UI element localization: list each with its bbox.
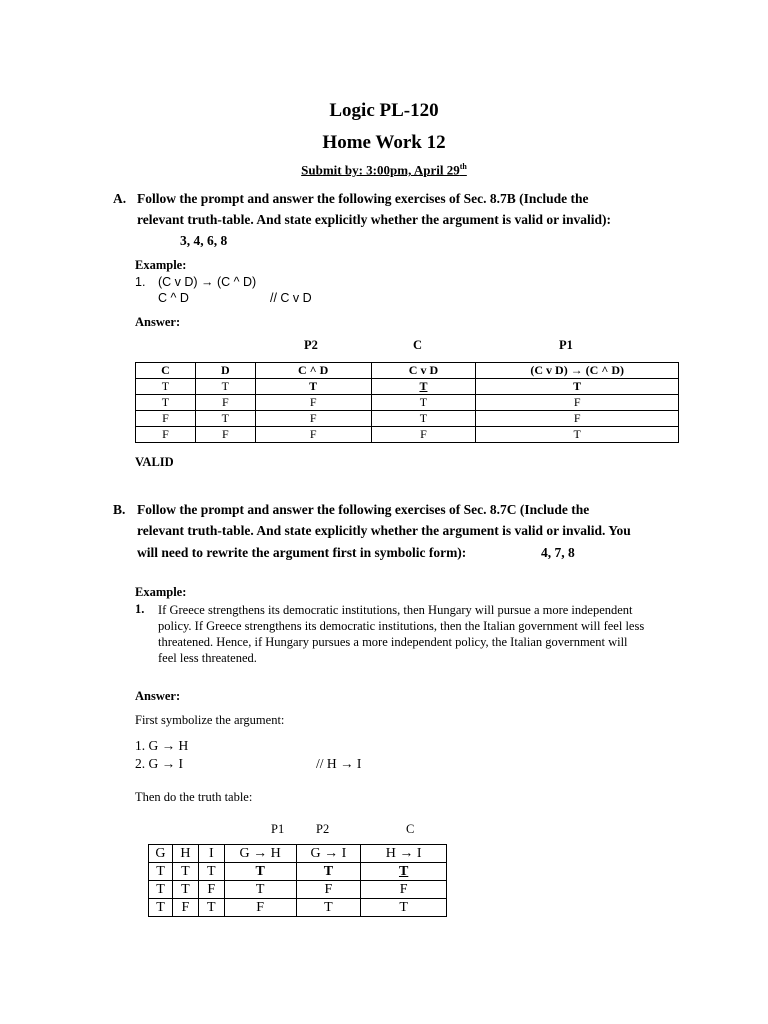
- table-cell: T: [172, 863, 198, 881]
- table-cell: T: [361, 863, 447, 881]
- table-cell: F: [136, 411, 196, 427]
- table-cell: F: [172, 899, 198, 917]
- table-cell: F: [198, 881, 224, 899]
- table-cell: T: [149, 881, 173, 899]
- table-header-cell: H → I: [361, 845, 447, 863]
- submit-deadline: [0, 162, 768, 178]
- table-header-cell: G → I: [296, 845, 361, 863]
- table-cell: T: [149, 863, 173, 881]
- table-cell: F: [224, 899, 296, 917]
- section-a-col-label-p2: P2: [304, 338, 318, 352]
- section-b-conclusion: // H → I: [316, 756, 362, 771]
- section-a-col-label-p1: P1: [559, 338, 573, 352]
- example-text-line: If Greece strengthens its democratic institutions, then Hungary will pursue a more independent: [158, 603, 633, 617]
- section-b-prompt-line3: will need to rewrite the argument first in symbolic form):: [137, 545, 467, 560]
- table-row: [149, 881, 447, 899]
- table-cell: T: [296, 899, 361, 917]
- table-header-cell: H: [172, 845, 198, 863]
- section-a-verdict: VALID: [135, 455, 174, 469]
- section-a-prompt-line2: relevant truth-table. And state explicitly whether the argument is valid or invalid):: [137, 212, 611, 227]
- table-cell: F: [296, 881, 361, 899]
- table-cell: T: [361, 899, 447, 917]
- section-b-symbolize-text: First symbolize the argument:: [135, 713, 285, 727]
- table-cell: T: [255, 379, 371, 395]
- section-b-truth-table-text: Then do the truth table:: [135, 790, 253, 804]
- table-header-cell: D: [195, 363, 255, 379]
- section-b-premise2: 2. G → I: [135, 756, 183, 771]
- section-a-prompt-line1: Follow the prompt and answer the following exercises of Sec. 8.7B (Include the: [137, 191, 589, 206]
- table-header-row: [149, 845, 447, 863]
- table-cell: T: [198, 863, 224, 881]
- section-b-letter: B.: [113, 502, 126, 517]
- table-cell: T: [149, 899, 173, 917]
- table-cell: F: [361, 881, 447, 899]
- section-b-premise1: 1. G → H: [135, 738, 189, 753]
- table-cell: T: [224, 881, 296, 899]
- table-cell: T: [198, 899, 224, 917]
- table-row: [149, 899, 447, 917]
- section-b-example-number: 1.: [135, 602, 145, 616]
- table-row: [149, 863, 447, 881]
- section-b-truth-table: [148, 844, 447, 917]
- table-cell: F: [476, 411, 679, 427]
- table-cell: T: [476, 379, 679, 395]
- table-header-cell: C: [136, 363, 196, 379]
- section-a-letter: A.: [113, 191, 127, 206]
- section-b-col-label-p1: P1: [271, 822, 285, 836]
- section-a-example-conclusion: // C v D: [270, 291, 312, 305]
- table-cell: F: [255, 395, 371, 411]
- table-header-cell: G: [149, 845, 173, 863]
- section-b-prompt-line1: Follow the prompt and answer the following exercises of Sec. 8.7C (Include the: [137, 502, 590, 517]
- section-b-answer-label: Answer:: [135, 689, 181, 703]
- table-header-cell: C ^ D: [255, 363, 371, 379]
- section-b-col-label-p2: P2: [316, 822, 330, 836]
- table-row: [136, 427, 679, 443]
- section-a-exercises: 3, 4, 6, 8: [180, 233, 228, 248]
- table-header-cell: C v D: [371, 363, 476, 379]
- table-header-cell: G → H: [224, 845, 296, 863]
- example-text-line: policy. If Greece strengthens its democratic institutions, then the Italian government will feel less: [158, 619, 645, 633]
- table-row: [136, 379, 679, 395]
- section-a-example-premise1: (C v D) → (C ^ D): [158, 275, 257, 289]
- table-cell: F: [195, 395, 255, 411]
- table-cell: F: [136, 427, 196, 443]
- section-b-prompt-line2: relevant truth-table. And state explicitly whether the argument is valid or invalid. You: [137, 523, 631, 538]
- table-header-cell: (C v D) → (C ^ D): [476, 363, 679, 379]
- table-cell: F: [255, 427, 371, 443]
- table-row: [136, 395, 679, 411]
- table-cell: T: [136, 395, 196, 411]
- section-a-truth-table: [135, 362, 679, 443]
- table-header-cell: I: [198, 845, 224, 863]
- section-a-example-label: Example:: [135, 258, 187, 272]
- submit-superscript: th: [459, 162, 467, 171]
- table-cell: F: [371, 427, 476, 443]
- table-cell: T: [371, 379, 476, 395]
- table-cell: F: [255, 411, 371, 427]
- table-cell: F: [476, 395, 679, 411]
- section-b-col-label-c: C: [406, 822, 415, 836]
- table-cell: T: [371, 395, 476, 411]
- example-text-line: feel less threatened.: [158, 651, 257, 665]
- document-subtitle: Home Work 12: [322, 132, 446, 153]
- document-title: Logic PL-120: [329, 100, 439, 121]
- section-b-example-text: [158, 602, 688, 666]
- table-cell: T: [136, 379, 196, 395]
- submit-text: Submit by: 3:00pm, April 29: [301, 162, 460, 178]
- table-cell: T: [476, 427, 679, 443]
- section-a-example-premise2: C ^ D: [158, 291, 189, 305]
- table-cell: T: [296, 863, 361, 881]
- table-cell: T: [224, 863, 296, 881]
- table-row: [136, 411, 679, 427]
- section-b-exercises: 4, 7, 8: [541, 545, 575, 560]
- table-cell: T: [195, 411, 255, 427]
- table-header-row: [136, 363, 679, 379]
- section-b-example-label: Example:: [135, 585, 187, 599]
- section-a-col-label-c: C: [413, 338, 423, 352]
- section-a-example-number: 1.: [135, 275, 146, 289]
- table-cell: F: [195, 427, 255, 443]
- table-cell: T: [172, 881, 198, 899]
- table-cell: T: [371, 411, 476, 427]
- example-text-line: threatened. Hence, if Hungary pursues a more independent policy, the Italian government will: [158, 635, 628, 649]
- table-cell: T: [195, 379, 255, 395]
- section-a-answer-label: Answer:: [135, 315, 181, 329]
